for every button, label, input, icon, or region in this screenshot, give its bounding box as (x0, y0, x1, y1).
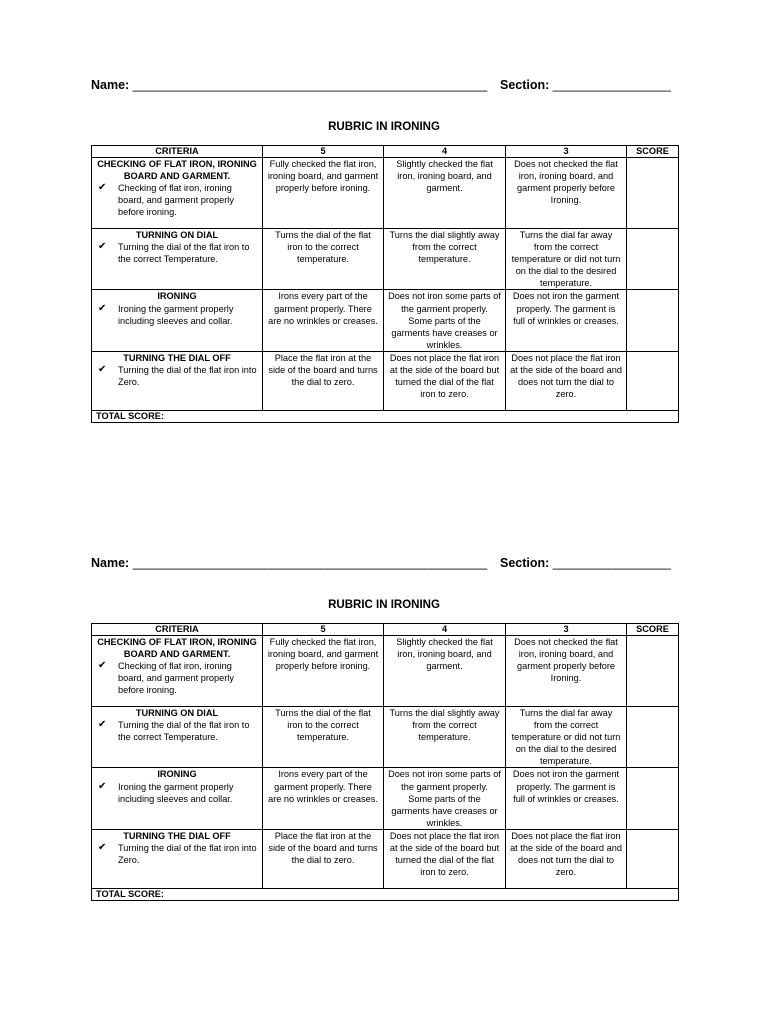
criterion-cell (92, 829, 263, 888)
criterion-description: Turning the dial of the flat iron to the correct Temperature. (118, 720, 250, 743)
criterion-description: Checking of flat iron, ironing board, and garment properly before ironing. (118, 183, 234, 218)
score-5-cell: Turns the dial of the flat iron to the correct temperature. (263, 229, 384, 290)
criterion-title: TURNING THE DIAL OFF (123, 352, 231, 363)
criterion-cell (92, 158, 263, 229)
table-header-row (92, 624, 679, 636)
checkmark-icon: ✔ (98, 302, 107, 314)
name-section-line (91, 556, 691, 574)
criterion-title: TURNING THE DIAL OFF (123, 830, 231, 841)
name-blank: ___________________________________________________ (132, 556, 488, 570)
criterion-description: Turning the dial of the flat iron into Zero. (118, 365, 257, 388)
score-4-cell: Does not place the flat iron at the side of the board but turned the dial of the flat iron to zero. (384, 351, 506, 410)
rubric-title: RUBRIC IN IRONING (328, 599, 440, 611)
score-cell[interactable] (627, 158, 679, 229)
criterion-description: Checking of flat iron, ironing board, and garment properly before ironing. (118, 661, 234, 696)
criterion-title: CHECKING OF FLAT IRON, IRONING BOARD AND GARMENT. (97, 637, 257, 660)
score-3-cell: Turns the dial far away from the correct temperature or did not turn on the dial to the desired temperature. (506, 707, 627, 768)
col-3: 3 (506, 146, 627, 158)
score-5-cell: Fully checked the flat iron, ironing board, and garment properly before ironing. (263, 636, 384, 707)
checkmark-icon: ✔ (98, 780, 107, 792)
table-row (92, 768, 679, 829)
score-3-cell: Does not place the flat iron at the side of the board and does not turn the dial to zero. (506, 829, 627, 888)
criterion-cell (92, 290, 263, 351)
criterion-cell (92, 351, 263, 410)
criterion-item (96, 241, 258, 265)
rubric-table (91, 623, 679, 901)
col-4: 4 (384, 624, 506, 636)
score-4-cell: Slightly checked the flat iron, ironing board, and garment. (384, 636, 506, 707)
checkmark-icon: ✔ (98, 719, 107, 731)
table-row (92, 229, 679, 290)
score-cell[interactable] (627, 707, 679, 768)
total-score-label: TOTAL SCORE: (92, 410, 679, 422)
checkmark-icon: ✔ (98, 842, 107, 854)
criterion-item (96, 364, 258, 388)
total-score-row (92, 888, 679, 900)
score-4-cell: Does not place the flat iron at the side of the board but turned the dial of the flat iron to zero. (384, 829, 506, 888)
score-cell[interactable] (627, 636, 679, 707)
criterion-item (96, 781, 258, 805)
criterion-title: CHECKING OF FLAT IRON, IRONING BOARD AND GARMENT. (97, 159, 257, 182)
criterion-item (96, 660, 258, 696)
score-cell[interactable] (627, 829, 679, 888)
criterion-item (96, 182, 258, 218)
score-4-cell: Turns the dial slightly away from the correct temperature. (384, 707, 506, 768)
score-4-cell: Does not iron some parts of the garment properly. Some parts of the garments have creases or wrinkles. (384, 290, 506, 351)
table-row (92, 290, 679, 351)
table-row (92, 351, 679, 410)
section-field (500, 78, 671, 92)
score-5-cell: Place the flat iron at the side of the board and turns the dial to zero. (263, 351, 384, 410)
table-row (92, 158, 679, 229)
criterion-title: TURNING ON DIAL (135, 708, 219, 718)
criterion-description: Turning the dial of the flat iron into Zero. (118, 843, 257, 866)
score-3-cell: Does not checked the flat iron, ironing board, and garment properly before Ironing. (506, 636, 627, 707)
total-score-label: TOTAL SCORE: (92, 888, 679, 900)
score-4-cell: Slightly checked the flat iron, ironing board, and garment. (384, 158, 506, 229)
criterion-cell (92, 707, 263, 768)
criterion-title: TURNING ON DIAL (135, 230, 219, 240)
rubric-table (91, 145, 679, 423)
col-score: SCORE (627, 624, 679, 636)
score-cell[interactable] (627, 351, 679, 410)
criterion-description: Ironing the garment properly including sleeves and collar. (118, 781, 234, 804)
col-criteria: CRITERIA (92, 146, 263, 158)
criterion-cell (92, 636, 263, 707)
score-5-cell: Irons every part of the garment properly. There are no wrinkles or creases. (263, 768, 384, 829)
score-3-cell: Does not place the flat iron at the side of the board and does not turn the dial to zero. (506, 351, 627, 410)
score-5-cell: Turns the dial of the flat iron to the correct temperature. (263, 707, 384, 768)
score-cell[interactable] (627, 229, 679, 290)
name-label: Name: (91, 556, 130, 570)
score-3-cell: Does not iron the garment properly. The garment is full of wrinkles or creases. (506, 768, 627, 829)
section-label: Section: (500, 78, 550, 92)
score-3-cell: Does not iron the garment properly. The garment is full of wrinkles or creases. (506, 290, 627, 351)
table-row (92, 636, 679, 707)
section-blank: _________________ (552, 78, 671, 92)
score-4-cell: Turns the dial slightly away from the correct temperature. (384, 229, 506, 290)
name-blank: ___________________________________________________ (132, 78, 488, 92)
name-section-line (91, 78, 691, 96)
score-5-cell: Place the flat iron at the side of the board and turns the dial to zero. (263, 829, 384, 888)
section-blank: _________________ (552, 556, 671, 570)
score-3-cell: Turns the dial far away from the correct temperature or did not turn on the dial to the desired temperature. (506, 229, 627, 290)
checkmark-icon: ✔ (98, 241, 107, 253)
name-label: Name: (91, 78, 130, 92)
section-label: Section: (500, 556, 550, 570)
criterion-description: Turning the dial of the flat iron to the correct Temperature. (118, 242, 250, 265)
criterion-title: IRONING (157, 769, 197, 780)
criterion-title: IRONING (157, 291, 197, 302)
score-cell[interactable] (627, 290, 679, 351)
table-header-row (92, 146, 679, 158)
criterion-item (96, 303, 258, 327)
total-score-row (92, 410, 679, 422)
checkmark-icon: ✔ (98, 660, 107, 672)
criterion-cell (92, 229, 263, 290)
col-5: 5 (263, 146, 384, 158)
col-5: 5 (263, 624, 384, 636)
table-row (92, 707, 679, 768)
section-field (500, 556, 671, 570)
criterion-item (96, 719, 258, 743)
criterion-cell (92, 768, 263, 829)
col-3: 3 (506, 624, 627, 636)
checkmark-icon: ✔ (98, 364, 107, 376)
col-4: 4 (384, 146, 506, 158)
rubric-title: RUBRIC IN IRONING (328, 121, 440, 133)
score-5-cell: Fully checked the flat iron, ironing board, and garment properly before ironing. (263, 158, 384, 229)
col-criteria: CRITERIA (92, 624, 263, 636)
score-cell[interactable] (627, 768, 679, 829)
criterion-description: Ironing the garment properly including sleeves and collar. (118, 303, 234, 326)
col-score: SCORE (627, 146, 679, 158)
score-5-cell: Irons every part of the garment properly. There are no wrinkles or creases. (263, 290, 384, 351)
score-3-cell: Does not checked the flat iron, ironing board, and garment properly before Ironing. (506, 158, 627, 229)
table-row (92, 829, 679, 888)
score-4-cell: Does not iron some parts of the garment properly. Some parts of the garments have creases or wrinkles. (384, 768, 506, 829)
criterion-item (96, 842, 258, 866)
checkmark-icon: ✔ (98, 182, 107, 194)
